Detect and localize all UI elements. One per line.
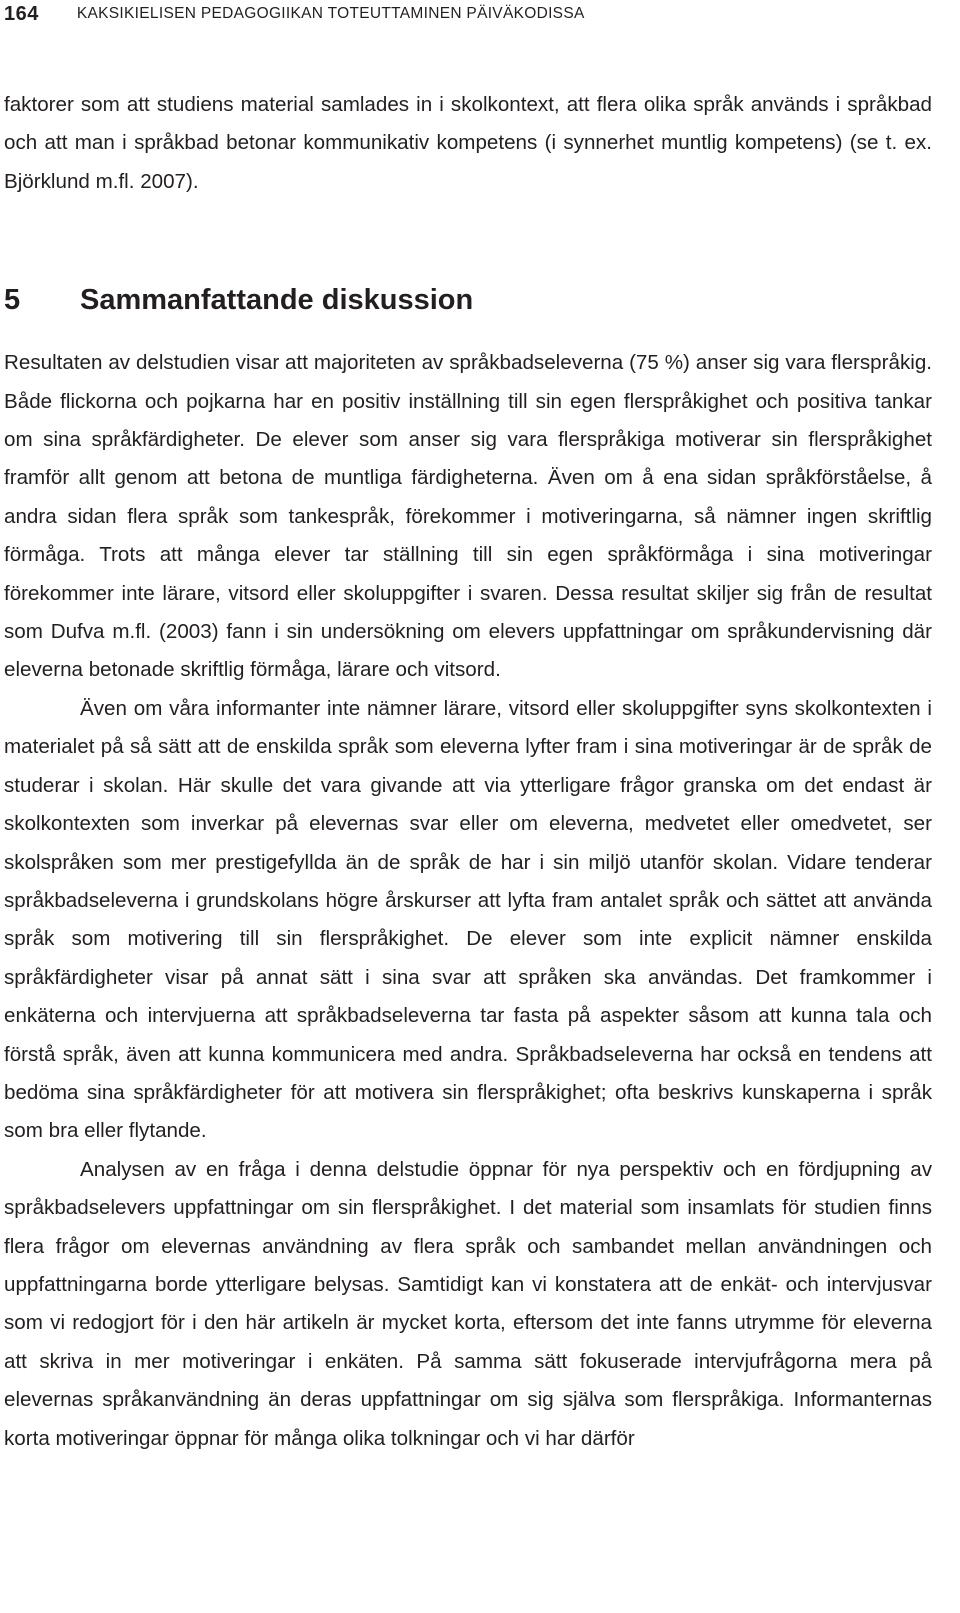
paragraph-3: Analysen av en fråga i denna delstudie öppnar för nya perspektiv och en fördjupning av språkbadselevers uppfattningar om sin flerspråkighet. I det material som insamlats för studien finns flera frågor om elevernas användning av flera språk och sambandet mellan användningen och uppfattningarna borde ytterligare belysas. Samtidigt kan vi konstatera att de enkät- och intervjusvar som vi redogjort för i den här artikeln är mycket korta, eftersom det inte fanns utrymme för eleverna att skriva in mer motiveringar i enkäten. På samma sätt fokuserade intervjufrågorna mera på elevernas språkanvändning än deras uppfattningar om sig själva som flerspråkiga. Informanternas korta motiveringar öppnar för många olika tolkningar och vi har därför (4, 1157, 932, 1450)
section-heading (4, 280, 932, 320)
section-title: Sammanfattande diskussion (80, 284, 474, 317)
page-content (4, 86, 932, 1458)
page-number: 164 (4, 2, 39, 25)
running-title: KAKSIKIELISEN PEDAGOGIIKAN TOTEUTTAMINEN PÄIVÄKODISSA (76, 5, 585, 22)
running-header (4, 0, 585, 28)
section-number: 5 (4, 284, 21, 317)
paragraph-1: Resultaten av delstudien visar att majoriteten av språkbadseleverna (75 %) anser sig vara flerspråkig. Både flickorna och pojkarna har en positiv inställning till sin egen flerspråkighet och positiva tankar om sina språkfärdigheter. De elever som anser sig vara flerspråkiga motiverar sin flerspråkighet framför allt genom att betona de muntliga färdigheterna. Även om å ena sidan språkförståelse, å andra sidan flera språk som tankespråk, förekommer i motiveringarna, så nämner ingen skriftlig förmåga. Trots att många elever tar ställning till sin egen språkförmåga i sina motiveringar förekommer inte lärare, vitsord eller skoluppgifter i svaren. Dessa resultat skiljer sig från de resultat som Dufva m.fl. (2003) fann i sin undersökning om elevers uppfattningar om språkundervisning där eleverna betonade skriftlig förmåga, lärare och vitsord. (4, 351, 932, 682)
intro-paragraph: faktorer som att studiens material samlades in i skolkontext, att flera olika språk används i språkbad och att man i språkbad betonar kommunikativ kompetens (i synnerhet muntlig kompetens) (se t. ex. Björklund m.fl. 2007). (4, 93, 932, 193)
paragraph-2: Även om våra informanter inte nämner lärare, vitsord eller skoluppgifter syns skolkontexten i materialet på så sätt att de enskilda språk som eleverna lyfter fram i sina motiveringar är de språk de studerar i skolan. Här skulle det vara givande att via ytterligare frågor granska om det endast är skolkontexten som inverkar på elevernas svar eller om eleverna, medvetet eller omedvetet, ser skolspråken som mer prestigefyllda än de språk de har i sin miljö utanför skolan. Vidare tenderar språkbadseleverna i grundskolans högre årskurser att lyfta fram antalet språk och sättet att använda språk som motivering till sin flerspråkighet. De elever som inte explicit nämner enskilda språkfärdigheter visar på annat sätt i sina svar att språken ska användas. Det framkommer i enkäterna och intervjuerna att språkbadseleverna tar fasta på aspekter såsom att kunna tala och förstå språk, även att kunna kommunicera med andra. Språkbadseleverna har också en tendens att bedöma sina språkfärdigheter för att motivera sin flerspråkighet; ofta beskrivs kunskaperna i språk som bra eller flytande. (4, 696, 932, 1143)
